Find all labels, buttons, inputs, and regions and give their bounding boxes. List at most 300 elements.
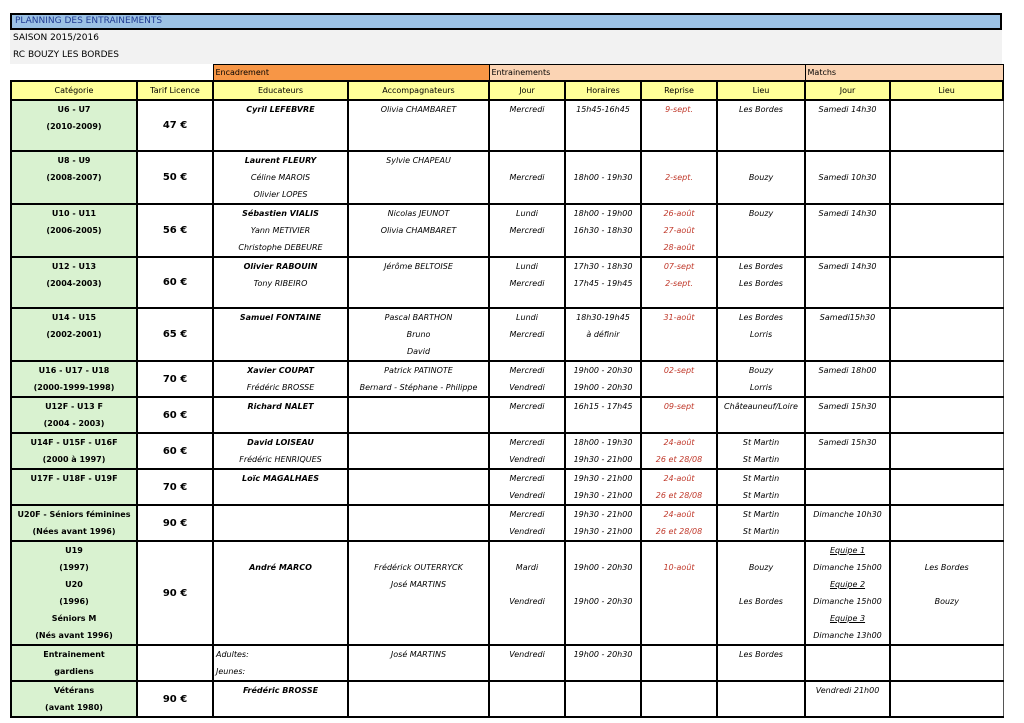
category-cell [11,397,137,433]
match-jour-cell [805,308,890,361]
jour-cell-line: Vendredi [509,527,545,536]
lieu-cell-line: St Martin [742,527,780,536]
tarif-cell: 60 € [137,257,213,308]
table-row [11,397,1003,433]
accompagnateurs-cell [348,505,489,541]
educateurs-cell-line: Cyril LEFEBVRE [246,105,315,114]
match-jour-cell-line [806,152,889,169]
horaires-cell-line: 15h45-16h45 [576,105,630,114]
match-lieu-cell-line: Les Bordes [924,563,969,572]
table-row [11,100,1003,151]
educateurs-cell [213,257,348,308]
educateurs-cell-line: Jeunes: [216,667,246,676]
jour-cell [489,100,565,151]
accompagnateurs-cell-line: David [406,347,431,356]
tarif-cell: 47 € [137,100,213,151]
category-cell-line: U12 - U13 [51,262,97,271]
jour-cell-line: Vendredi [509,597,545,606]
jour-cell-line [490,576,564,593]
table-row [11,433,1003,469]
group-entrainements: Entrainements [489,65,805,82]
tarif-cell: 65 € [137,308,213,361]
header-match-jour: Jour [805,81,890,100]
lieu-cell-line: St Martin [742,455,780,464]
match-jour-cell [805,505,890,541]
category-cell-line: (2004 - 2003) [43,419,105,428]
reprise-cell-line: 09-sept [663,402,695,411]
educateurs-cell-line: André MARCO [249,563,312,572]
lieu-cell-line: Bouzy [748,173,774,182]
jour-cell [489,257,565,308]
horaires-cell-line [566,576,640,593]
accompagnateurs-cell [348,469,489,505]
match-jour-cell-line: Dimanche 15h00 [813,597,882,606]
reprise-cell-line: 24-août [663,438,695,447]
horaires-cell-line: 18h00 - 19h30 [573,173,633,182]
category-cell-line: U20F - Séniors féminines [17,510,131,519]
match-lieu-cell [890,361,1003,397]
jour-cell [489,681,565,717]
match-lieu-cell [890,257,1003,308]
category-cell-line: (2010-2009) [46,122,102,131]
match-jour-cell [805,397,890,433]
match-jour-cell-line: Samedi 14h30 [818,262,877,271]
category-cell-line: U6 - U7 [57,105,91,114]
lieu-cell-line: St Martin [742,438,780,447]
accompagnateurs-cell [348,361,489,397]
reprise-cell-line: 31-août [663,313,695,322]
category-cell-line: (2000-1999-1998) [33,383,115,392]
lieu-cell [717,308,805,361]
jour-cell-line: Mercredi [509,438,545,447]
match-lieu-cell-line [891,576,1003,593]
reprise-cell-line: 26 et 28/08 [655,527,703,536]
category-cell [11,257,137,308]
planning-sheet [10,13,1002,718]
lieu-cell [717,257,805,308]
category-cell-line: (1996) [59,597,89,606]
match-lieu-cell [890,308,1003,361]
lieu-cell [717,151,805,204]
tarif-cell: 60 € [137,397,213,433]
category-cell-line: (Nés avant 1996) [35,631,113,640]
horaires-cell [565,204,641,257]
lieu-cell [717,397,805,433]
reprise-cell [641,100,717,151]
jour-cell-line: Mercredi [509,173,545,182]
header-horaires: Horaires [565,81,641,100]
jour-cell-line: Mercredi [509,510,545,519]
match-jour-cell-line: Equipe 3 [829,614,866,623]
reprise-cell-line: 26 et 28/08 [655,491,703,500]
accompagnateurs-cell [348,308,489,361]
category-cell-line: (2002-2001) [46,330,102,339]
educateurs-cell-line: Olivier RABOUIN [243,262,318,271]
match-jour-cell-line: Equipe 1 [829,546,866,555]
lieu-cell-line: Les Bordes [739,313,783,322]
season-label: SAISON 2015/2016 [10,30,1002,47]
educateurs-cell [213,397,348,433]
category-cell-line: (2004-2003) [46,279,102,288]
category-cell-line: U20 [65,580,83,589]
lieu-cell [717,100,805,151]
match-jour-cell-line: Dimanche 13h00 [813,631,882,640]
jour-cell-line [490,152,564,169]
horaires-cell [565,469,641,505]
horaires-cell-line: 19h30 - 21h00 [573,527,633,536]
accompagnateurs-cell [348,257,489,308]
lieu-cell [717,681,805,717]
table-row [11,257,1003,308]
educateurs-cell-line: Tony RIBEIRO [253,279,308,288]
accompagnateurs-cell [348,645,489,681]
educateurs-cell-line: Olivier LOPES [253,190,308,199]
educateurs-cell [213,681,348,717]
match-lieu-cell [890,204,1003,257]
jour-cell-line: Mercredi [509,330,545,339]
accompagnateurs-cell-line: Bruno [406,330,431,339]
category-cell-line: U8 - U9 [57,156,91,165]
horaires-cell-line: 19h30 - 21h00 [573,455,633,464]
category-cell-line: (2000 à 1997) [42,455,106,464]
match-jour-cell-line: Dimanche 10h30 [813,510,882,519]
horaires-cell [565,361,641,397]
reprise-cell [641,645,717,681]
table-row [11,204,1003,257]
accompagnateurs-cell-line: Jérôme BELTOISE [384,262,453,271]
reprise-cell [641,361,717,397]
horaires-cell [565,541,641,645]
category-cell-line: U12F - U13 F [45,402,103,411]
header-lieu: Lieu [717,81,805,100]
category-cell-line: U10 - U11 [51,209,97,218]
match-jour-cell [805,645,890,681]
table-row [11,645,1003,681]
category-cell-line: U17F - U18F - U19F [30,474,118,483]
accompagnateurs-cell-line: Frédérick OUTERRYCK [374,563,463,572]
club-label: RC BOUZY LES BORDES [10,47,1002,64]
tarif-cell: 90 € [137,681,213,717]
match-jour-cell [805,469,890,505]
page-title: PLANNING DES ENTRAINEMENTS [10,13,1002,30]
jour-cell-line: Mercredi [509,105,545,114]
tarif-cell: 90 € [137,505,213,541]
category-cell-line: (Nées avant 1996) [32,527,116,536]
lieu-cell-line: Lorris [749,330,773,339]
category-cell-line: gardiens [54,667,94,676]
category-cell [11,681,137,717]
jour-cell [489,433,565,469]
category-cell-line: Séniors M [51,614,97,623]
category-cell-line: U14 - U15 [51,313,97,322]
reprise-cell [641,681,717,717]
lieu-cell-line: Bouzy [748,366,774,375]
lieu-cell-line: St Martin [742,474,780,483]
horaires-cell [565,397,641,433]
reprise-cell-line: 07-sept [663,262,695,271]
reprise-cell [641,505,717,541]
horaires-cell-line: 19h00 - 20h30 [573,650,633,659]
reprise-cell-line: 10-août [663,563,695,572]
table-row [11,361,1003,397]
match-lieu-cell-line: Bouzy [934,597,959,606]
group-blank [11,65,213,82]
educateurs-cell-line: Loïc MAGALHAES [242,474,319,483]
match-jour-cell [805,100,890,151]
category-cell-line: (1997) [59,563,89,572]
category-cell-line: Vétérans [53,686,95,695]
lieu-cell-line: Lorris [749,383,773,392]
match-jour-cell-line: Vendredi 21h00 [815,686,880,695]
category-cell-line: U19 [65,546,83,555]
educateurs-cell [213,151,348,204]
jour-cell-line: Mardi [515,563,539,572]
match-lieu-cell-line [891,542,1003,559]
header-educateurs: Educateurs [213,81,348,100]
horaires-cell [565,308,641,361]
match-lieu-cell [890,541,1003,645]
jour-cell-line: Lundi [516,262,538,271]
table-row [11,151,1003,204]
tarif-cell [137,645,213,681]
horaires-cell-line: 17h45 - 19h45 [573,279,633,288]
educateurs-cell-line: Frédéric BROSSE [246,383,315,392]
jour-cell-line: Mercredi [509,366,545,375]
reprise-cell [641,257,717,308]
match-lieu-cell [890,681,1003,717]
accompagnateurs-cell-line [349,542,488,559]
table-row [11,505,1003,541]
jour-cell [489,645,565,681]
horaires-cell-line: 18h00 - 19h30 [573,438,633,447]
jour-cell [489,151,565,204]
jour-cell-line: Mercredi [509,474,545,483]
match-jour-cell [805,151,890,204]
reprise-cell-line: 2-sept. [665,279,693,288]
reprise-cell-line: 26 et 28/08 [655,455,703,464]
table-row [11,541,1003,645]
accompagnateurs-cell [348,681,489,717]
category-cell [11,308,137,361]
horaires-cell-line: 18h00 - 19h00 [573,209,633,218]
lieu-cell-line: Bouzy [748,209,774,218]
reprise-cell [641,469,717,505]
category-cell [11,541,137,645]
jour-cell [489,361,565,397]
category-cell [11,645,137,681]
lieu-cell-line: Les Bordes [739,279,783,288]
jour-cell [489,308,565,361]
lieu-cell [717,204,805,257]
match-jour-cell [805,204,890,257]
match-jour-cell-line: Samedi 15h30 [818,402,877,411]
category-cell-line: (avant 1980) [45,703,103,712]
educateurs-cell-line: Céline MAROIS [250,173,311,182]
category-cell-line: (2006-2005) [46,226,102,235]
accompagnateurs-cell [348,151,489,204]
jour-cell [489,505,565,541]
horaires-cell-line: 18h30-19h45 [576,313,630,322]
jour-cell-line: Lundi [516,313,538,322]
category-cell [11,505,137,541]
horaires-cell-line: 19h30 - 21h00 [573,510,633,519]
reprise-cell-line: 24-août [663,474,695,483]
horaires-cell [565,100,641,151]
match-lieu-cell [890,397,1003,433]
accompagnateurs-cell [348,397,489,433]
match-jour-cell [805,541,890,645]
reprise-cell-line: 28-août [663,243,695,252]
header-categorie: Catégorie [11,81,137,100]
horaires-cell [565,645,641,681]
educateurs-cell [213,204,348,257]
reprise-cell-line: 24-août [663,510,695,519]
lieu-cell-line [718,576,804,593]
jour-cell-line [490,542,564,559]
header-tarif: Tarif Licence [137,81,213,100]
accompagnateurs-cell-line: Patrick PATINOTE [384,366,453,375]
accompagnateurs-cell [348,100,489,151]
accompagnateurs-cell [348,433,489,469]
accompagnateurs-cell-line: Olivia CHAMBARET [380,226,457,235]
jour-cell-line: Mercredi [509,279,545,288]
match-jour-cell-line: Samedi 10h30 [818,173,877,182]
accompagnateurs-cell-line: José MARTINS [390,650,447,659]
lieu-cell-line [718,542,804,559]
reprise-cell [641,204,717,257]
lieu-cell-line: St Martin [742,491,780,500]
reprise-cell-line: 26-août [663,209,695,218]
reprise-cell [641,433,717,469]
jour-cell [489,204,565,257]
lieu-cell-line: Les Bordes [739,650,783,659]
horaires-cell-line: 19h00 - 20h30 [573,366,633,375]
reprise-cell-line [642,152,716,169]
horaires-cell [565,151,641,204]
educateurs-cell-line: Frédéric BROSSE [242,686,319,695]
header-accompagnateurs: Accompagnateurs [348,81,489,100]
table-row [11,469,1003,505]
horaires-cell-line: 19h30 - 21h00 [573,474,633,483]
match-lieu-cell [890,433,1003,469]
match-jour-cell-line: Samedi 15h30 [818,438,877,447]
match-jour-cell [805,433,890,469]
horaires-cell-line [566,152,640,169]
reprise-cell [641,308,717,361]
category-cell [11,361,137,397]
table-row [11,681,1003,717]
match-jour-cell-line: Samedi 14h30 [818,105,877,114]
lieu-cell [717,645,805,681]
educateurs-cell [213,541,348,645]
accompagnateurs-cell [348,204,489,257]
match-lieu-cell [890,100,1003,151]
jour-cell [489,541,565,645]
group-matchs: Matchs [805,65,1003,82]
header-jour: Jour [489,81,565,100]
tarif-cell: 56 € [137,204,213,257]
match-jour-cell-line: Samedi 18h00 [818,366,877,375]
reprise-cell-line [642,542,716,559]
group-encadrement: Encadrement [213,65,489,82]
tarif-cell: 70 € [137,469,213,505]
educateurs-cell-line [214,542,347,559]
educateurs-cell [213,361,348,397]
lieu-cell-line [718,152,804,169]
educateurs-cell-line: Laurent FLEURY [244,156,317,165]
lieu-cell [717,361,805,397]
educateurs-cell [213,433,348,469]
educateurs-cell-line: Xavier COUPAT [247,366,314,375]
match-lieu-cell [890,505,1003,541]
educateurs-cell [213,645,348,681]
educateurs-cell [213,100,348,151]
match-lieu-cell [890,151,1003,204]
category-cell-line: (2008-2007) [46,173,102,182]
educateurs-cell-line: Christophe DEBEURE [238,243,323,252]
category-cell-line: U16 - U17 - U18 [38,366,110,375]
tarif-cell: 90 € [137,541,213,645]
category-cell [11,469,137,505]
match-jour-cell-line: Dimanche 15h00 [813,563,882,572]
tarif-cell: 60 € [137,433,213,469]
horaires-cell-line: 16h30 - 18h30 [573,226,633,235]
accompagnateurs-cell-line: Nicolas JEUNOT [387,209,450,218]
lieu-cell-line: Les Bordes [739,597,783,606]
reprise-cell-line: 2-sept. [665,173,693,182]
header-reprise: Reprise [641,81,717,100]
match-jour-cell-line: Equipe 2 [829,580,866,589]
horaires-cell [565,257,641,308]
horaires-cell-line: 19h00 - 20h30 [573,597,633,606]
educateurs-cell [213,308,348,361]
reprise-cell-line: 27-août [663,226,695,235]
category-cell [11,100,137,151]
horaires-cell [565,505,641,541]
reprise-cell [641,397,717,433]
match-jour-cell [805,257,890,308]
accompagnateurs-cell [348,541,489,645]
jour-cell-line: Vendredi [509,455,545,464]
horaires-cell-line: 19h30 - 21h00 [573,491,633,500]
reprise-cell [641,541,717,645]
educateurs-cell-line: David LOISEAU [247,438,314,447]
reprise-cell-line: 02-sept [663,366,695,375]
category-cell-line: Entrainement [43,650,105,659]
accompagnateurs-cell-line: Pascal BARTHON [384,313,453,322]
category-cell [11,151,137,204]
horaires-cell-line [566,542,640,559]
match-lieu-cell [890,645,1003,681]
header-match-lieu: Lieu [890,81,1003,100]
horaires-cell [565,681,641,717]
tarif-cell: 50 € [137,151,213,204]
lieu-cell-line: Les Bordes [739,105,783,114]
tarif-cell: 70 € [137,361,213,397]
planning-table [10,64,1004,718]
lieu-cell [717,541,805,645]
category-cell-line: U14F - U15F - U16F [30,438,118,447]
accompagnateurs-cell-line: José MARTINS [390,580,447,589]
horaires-cell-line: 19h00 - 20h30 [573,563,633,572]
jour-cell [489,397,565,433]
horaires-cell [565,433,641,469]
jour-cell-line: Vendredi [509,491,545,500]
jour-cell-line: Lundi [516,209,538,218]
match-jour-cell-line: Samedi 14h30 [818,209,877,218]
jour-cell-line: Mercredi [509,402,545,411]
match-lieu-cell [890,469,1003,505]
